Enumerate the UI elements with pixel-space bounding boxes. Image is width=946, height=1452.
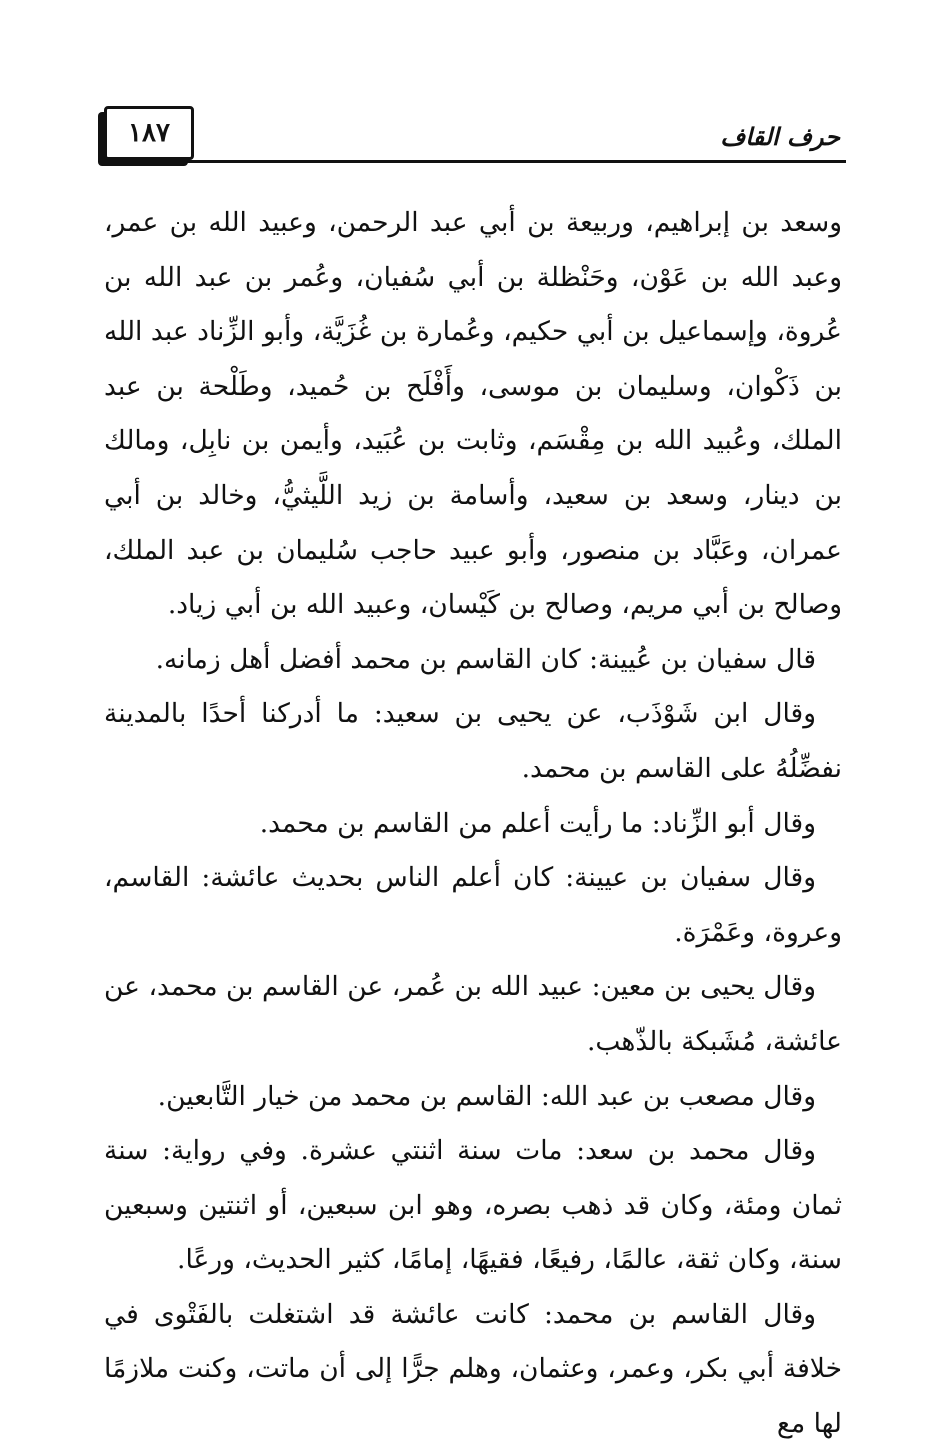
paragraph: وقال سفيان بن عيينة: كان أعلم الناس بحديث عائشة: القاسم، وعروة، وعَمْرَة. (104, 862, 842, 948)
paragraph: وقال ابن شَوْذَب، عن يحيى بن سعيد: ما أدركنا أحدًا بالمدينة نفضِّلُهُ على القاسم بن محمد. (104, 698, 842, 784)
running-title: حرف القاف (720, 122, 840, 151)
header-rule (100, 160, 846, 163)
paragraph: وقال القاسم بن محمد: كانت عائشة قد اشتغلت بالفَتْوى في خلافة أبي بكر، وعمر، وعثمان، وهلم جرًّا إلى أن ماتت، وكنت ملازمًا لها مع (104, 1298, 842, 1440)
paragraph: وقال مصعب بن عبد الله: القاسم بن محمد من خيار التَّابعين. (157, 1080, 816, 1112)
paragraph: قال سفيان بن عُيينة: كان القاسم بن محمد أفضل أهل زمانه. (155, 643, 816, 675)
paragraph: وسعد بن إبراهيم، وربيعة بن أبي عبد الرحمن، وعبيد الله بن عمر، وعبد الله بن عَوْن، وحَنْظلة بن أبي سُفيان، وعُمر بن عبد الله بن عُروة، وإسماعيل بن أبي حكيم، وعُمارة بن غُزَيَّة، وأبو الزِّناد عبد الله بن ذَكْوان، وسليمان بن موسى، وأَفْلَح بن حُميد، وطَلْحة بن عبد الملك، وعُبيد الله بن مِقْسَم، وثابت بن عُبَيد، وأيمن بن نابِل، ومالك بن دينار، وسعد بن سعيد، وأسامة بن زيد اللَّيثيُّ، وخالد بن أبي عمران، وعَبَّاد بن منصور، وأبو عبيد حاجب سُليمان بن عبد الملك، وصالح بن أبي مريم، وصالح بن كَيْسان، وعبيد الله بن أبي زياد. (104, 207, 842, 621)
paragraph: وقال يحيى بن معين: عبيد الله بن عُمر، عن القاسم بن محمد، عن عائشة، مُشَبكة بالذّهب. (104, 971, 842, 1057)
page-number: ١٨٧ (104, 106, 194, 160)
paragraph: وقال محمد بن سعد: مات سنة اثنتي عشرة. وفي رواية: سنة ثمان ومئة، وكان قد ذهب بصره، وهو ابن سبعين، أو اثنتين وسبعين سنة، وكان ثقة، عالمًا، رفيعًا، فقيهًا، إمامًا، كثير الحديث، ورعًا. (104, 1135, 842, 1276)
running-header (100, 104, 846, 164)
paragraph: وقال أبو الزِّناد: ما رأيت أعلم من القاسم بن محمد. (259, 807, 816, 839)
body-text (104, 196, 842, 1452)
